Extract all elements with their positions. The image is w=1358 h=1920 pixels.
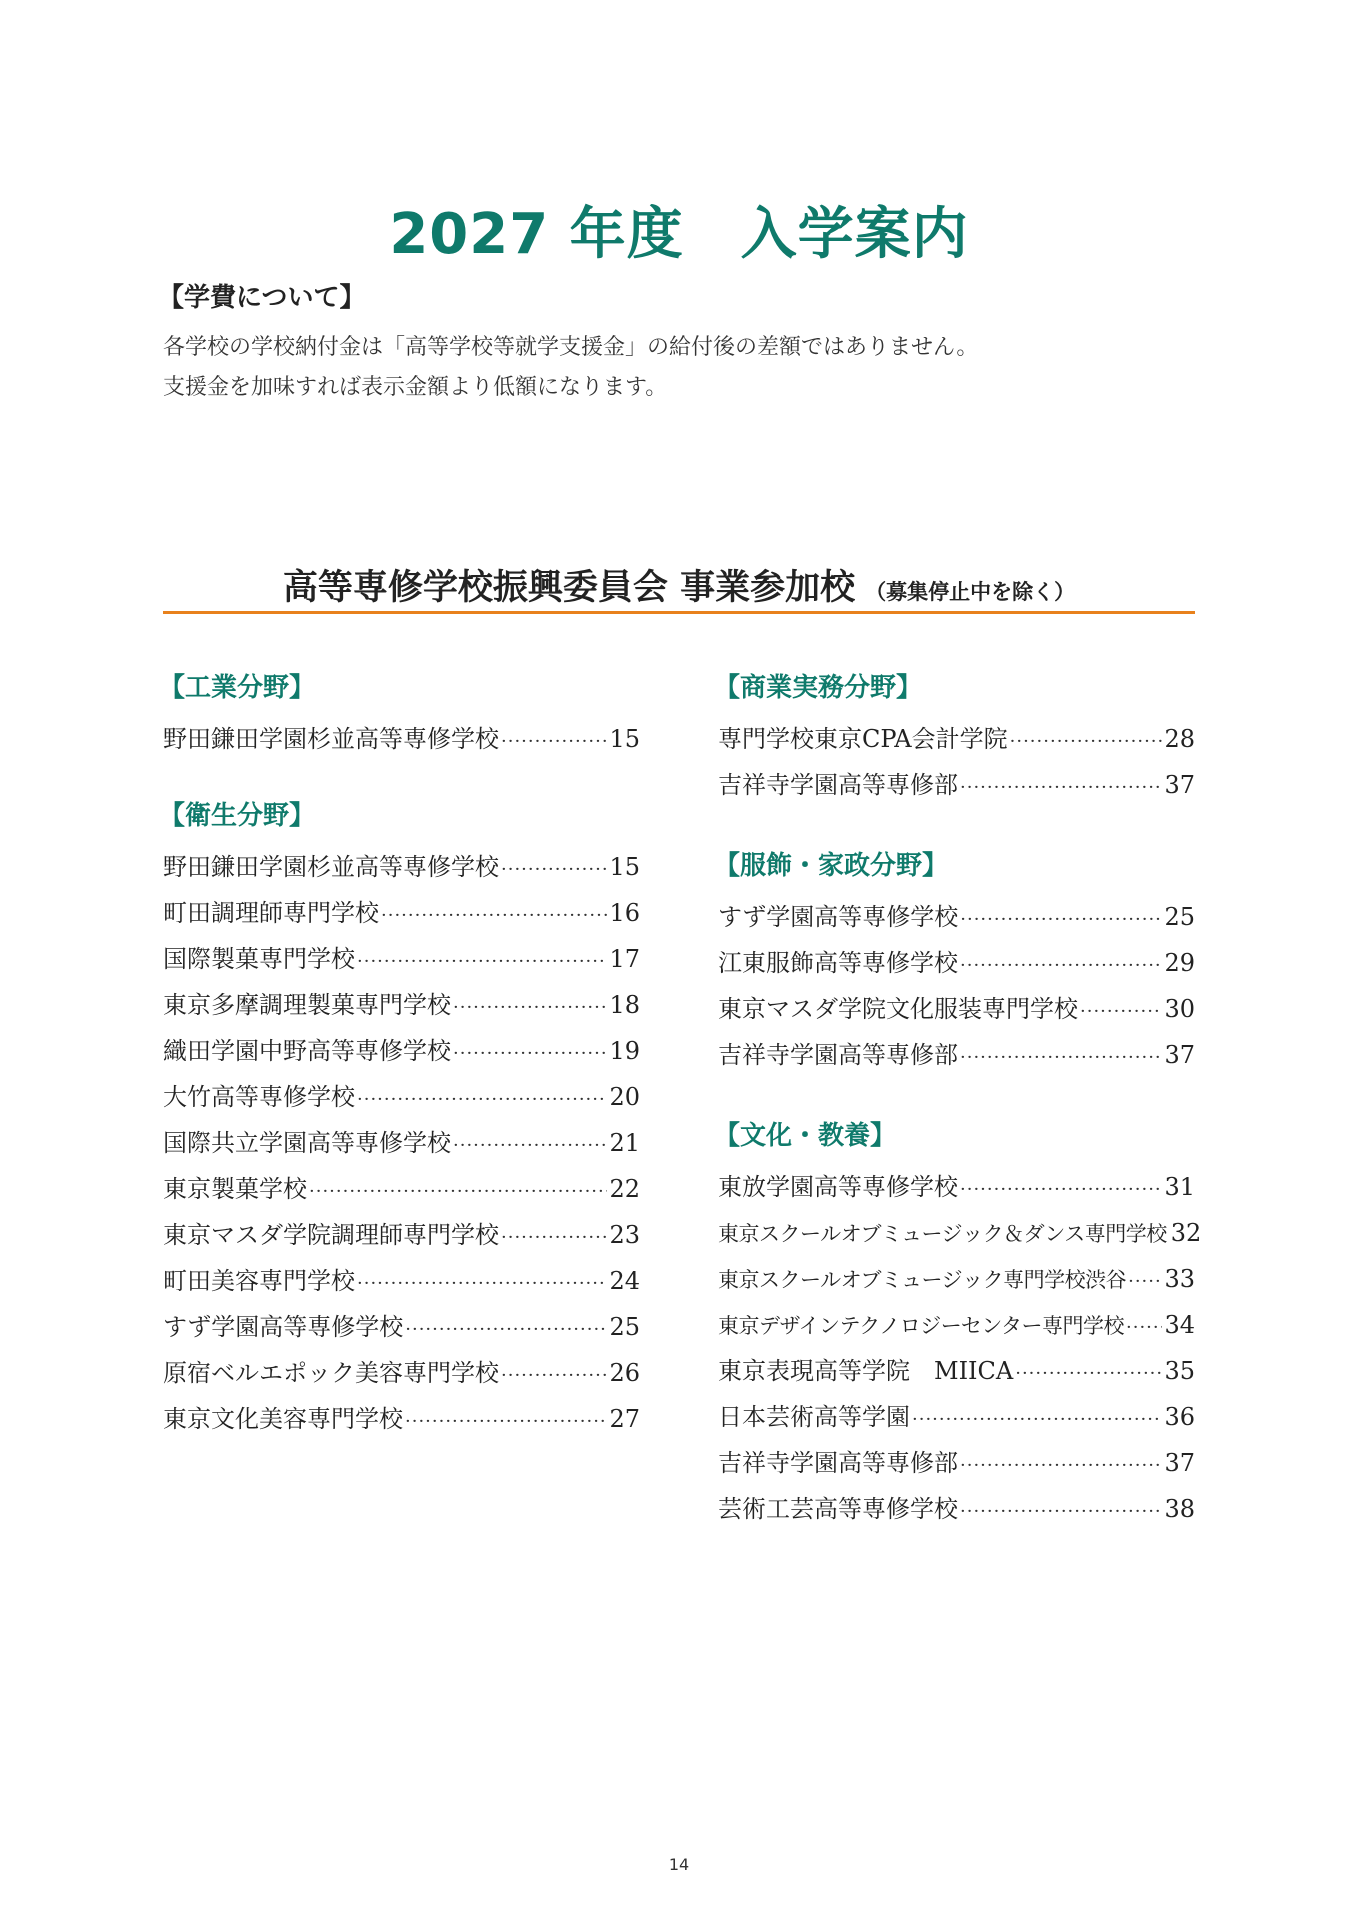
leader-dots xyxy=(960,943,1162,989)
school-entry xyxy=(718,762,1195,808)
fee-note-line-1: 各学校の学校納付金は「高等学校等就学支援金」の給付後の差額ではありません。 xyxy=(163,335,979,360)
page-ref: 16 xyxy=(609,899,640,927)
school-entry xyxy=(718,1486,1195,1532)
category-fashion xyxy=(714,850,1198,1078)
school-entry xyxy=(718,1394,1195,1440)
leader-dots xyxy=(960,1443,1162,1489)
leader-dots xyxy=(501,719,607,765)
leader-dots xyxy=(960,897,1162,943)
school-name: 東京スクールオブミュージック専門学校渋谷 xyxy=(718,1268,1127,1292)
leader-dots xyxy=(501,1353,607,1399)
school-entry xyxy=(163,982,640,1028)
school-entry xyxy=(718,1302,1195,1348)
fee-heading: 【学費について】 xyxy=(158,283,366,313)
page-ref: 31 xyxy=(1164,1173,1195,1201)
school-name: すず学園高等専修学校 xyxy=(718,903,959,931)
school-entry xyxy=(163,1028,640,1074)
page-ref: 20 xyxy=(609,1083,640,1111)
school-name: 江東服飾高等専修学校 xyxy=(718,949,958,977)
category-title: 【衛生分野】 xyxy=(159,801,316,831)
school-entry xyxy=(718,1440,1195,1486)
page-ref: 19 xyxy=(609,1037,640,1065)
school-entry xyxy=(163,1350,640,1396)
page-ref: 38 xyxy=(1164,1495,1195,1523)
leader-dots xyxy=(357,1077,607,1123)
page-ref: 37 xyxy=(1164,1041,1195,1069)
leader-dots xyxy=(453,1123,607,1169)
school-entry xyxy=(718,986,1195,1032)
leader-dots xyxy=(1080,989,1162,1035)
school-entry xyxy=(718,1032,1195,1078)
school-entry xyxy=(163,844,640,890)
school-name: 野田鎌田学園杉並高等専修学校 xyxy=(163,853,499,881)
school-name: 国際製菓専門学校 xyxy=(163,945,355,973)
school-entry xyxy=(163,890,640,936)
page-ref: 29 xyxy=(1164,949,1195,977)
page-ref: 17 xyxy=(609,945,640,973)
leader-dots xyxy=(960,765,1162,811)
category-business xyxy=(714,672,1198,808)
leader-dots xyxy=(357,939,607,985)
page-ref: 32 xyxy=(1170,1219,1202,1247)
school-entry xyxy=(718,1348,1195,1394)
category-hygiene xyxy=(159,800,643,1442)
leader-dots xyxy=(960,1035,1162,1081)
page-ref: 25 xyxy=(609,1313,640,1341)
school-name: 東京デザインテクノロジーセンター専門学校 xyxy=(718,1314,1125,1338)
leader-dots xyxy=(912,1397,1162,1443)
page-ref: 15 xyxy=(609,853,640,881)
school-name: 野田鎌田学園杉並高等専修学校 xyxy=(163,725,499,753)
school-name: すず学園高等専修学校 xyxy=(163,1313,404,1341)
school-entry xyxy=(163,936,640,982)
school-name: 東京多摩調理製菓専門学校 xyxy=(163,991,451,1019)
page-ref: 35 xyxy=(1164,1357,1195,1385)
category-title: 【服飾・家政分野】 xyxy=(714,851,949,881)
school-name: 東京製菓学校 xyxy=(163,1175,307,1203)
school-name: 専門学校東京CPA会計学院 xyxy=(718,725,1008,753)
school-name: 東京マスダ学院文化服装専門学校 xyxy=(718,995,1078,1023)
page-ref: 15 xyxy=(609,725,640,753)
page-ref: 26 xyxy=(609,1359,640,1387)
school-entry xyxy=(718,894,1195,940)
page-ref: 21 xyxy=(609,1129,640,1157)
leader-dots xyxy=(960,1167,1162,1213)
category-industry xyxy=(159,672,643,762)
school-name: 東京マスダ学院調理師専門学校 xyxy=(163,1221,499,1249)
page-title: 2027 年度 入学案内 xyxy=(389,202,969,267)
school-entry xyxy=(163,1212,640,1258)
section-title-main: 高等専修学校振興委員会 事業参加校 xyxy=(282,568,856,608)
leader-dots xyxy=(501,1215,607,1261)
page-ref: 18 xyxy=(609,991,640,1019)
school-name: 東放学園高等専修学校 xyxy=(718,1173,958,1201)
school-entry xyxy=(163,1166,640,1212)
category-culture xyxy=(714,1120,1202,1532)
school-entry xyxy=(163,1074,640,1120)
leader-dots xyxy=(405,1399,607,1445)
leader-dots xyxy=(1126,1305,1162,1351)
page-ref: 37 xyxy=(1164,771,1195,799)
leader-dots xyxy=(357,1261,607,1307)
school-name: 日本芸術高等学園 xyxy=(718,1403,910,1431)
category-title: 【商業実務分野】 xyxy=(714,673,923,703)
school-entry xyxy=(718,1256,1195,1302)
school-name: 東京スクールオブミュージック＆ダンス専門学校 xyxy=(718,1222,1167,1246)
school-name: 東京文化美容専門学校 xyxy=(163,1405,403,1433)
page-ref: 27 xyxy=(609,1405,640,1433)
category-title: 【文化・教養】 xyxy=(714,1121,897,1151)
page-ref: 28 xyxy=(1164,725,1195,753)
page-ref: 30 xyxy=(1164,995,1195,1023)
school-name: 吉祥寺学園高等専修部 xyxy=(718,771,958,799)
section-title xyxy=(0,560,1358,610)
school-entry xyxy=(718,1210,1202,1256)
school-name: 芸術工芸高等専修学校 xyxy=(718,1495,958,1523)
leader-dots xyxy=(453,1031,607,1077)
school-entry xyxy=(718,716,1195,762)
school-entry xyxy=(163,1396,640,1442)
page-ref: 33 xyxy=(1164,1265,1195,1293)
school-entry xyxy=(163,716,640,762)
school-name: 大竹高等専修学校 xyxy=(163,1083,355,1111)
leader-dots xyxy=(501,847,607,893)
right-column xyxy=(714,672,1202,1532)
school-name: 町田調理師専門学校 xyxy=(163,899,379,927)
school-name: 吉祥寺学園高等専修部 xyxy=(718,1041,958,1069)
leader-dots xyxy=(309,1169,607,1215)
leader-dots xyxy=(381,893,607,939)
leader-dots xyxy=(1010,719,1163,765)
page-ref: 34 xyxy=(1164,1311,1195,1339)
school-entry xyxy=(163,1258,640,1304)
fee-note-line-2: 支援金を加味すれば表示金額より低額になります。 xyxy=(163,375,668,400)
school-entry xyxy=(163,1120,640,1166)
section-divider xyxy=(163,611,1195,614)
school-entry xyxy=(718,1164,1195,1210)
leader-dots xyxy=(1128,1259,1162,1305)
school-name: 国際共立学園高等専修学校 xyxy=(163,1129,451,1157)
page-ref: 36 xyxy=(1164,1403,1195,1431)
school-name: 織田学園中野高等専修学校 xyxy=(163,1037,451,1065)
page-ref: 22 xyxy=(609,1175,640,1203)
school-entry xyxy=(163,1304,640,1350)
leader-dots xyxy=(1015,1351,1162,1397)
school-name: 吉祥寺学園高等専修部 xyxy=(718,1449,958,1477)
page-number: 14 xyxy=(668,1855,690,1874)
school-name: 東京表現高等学院 MIICA xyxy=(718,1357,1014,1385)
section-title-sub: （募集停止中を除く） xyxy=(865,580,1076,604)
page-ref: 25 xyxy=(1164,903,1195,931)
left-column xyxy=(159,672,643,1442)
page-ref: 37 xyxy=(1164,1449,1195,1477)
leader-dots xyxy=(405,1307,607,1353)
leader-dots xyxy=(453,985,607,1031)
school-name: 町田美容専門学校 xyxy=(163,1267,355,1295)
page-ref: 23 xyxy=(609,1221,640,1249)
school-entry xyxy=(718,940,1195,986)
leader-dots xyxy=(960,1489,1162,1535)
page-ref: 24 xyxy=(609,1267,640,1295)
school-name: 原宿ベルエポック美容専門学校 xyxy=(163,1359,499,1387)
category-title: 【工業分野】 xyxy=(159,673,316,703)
